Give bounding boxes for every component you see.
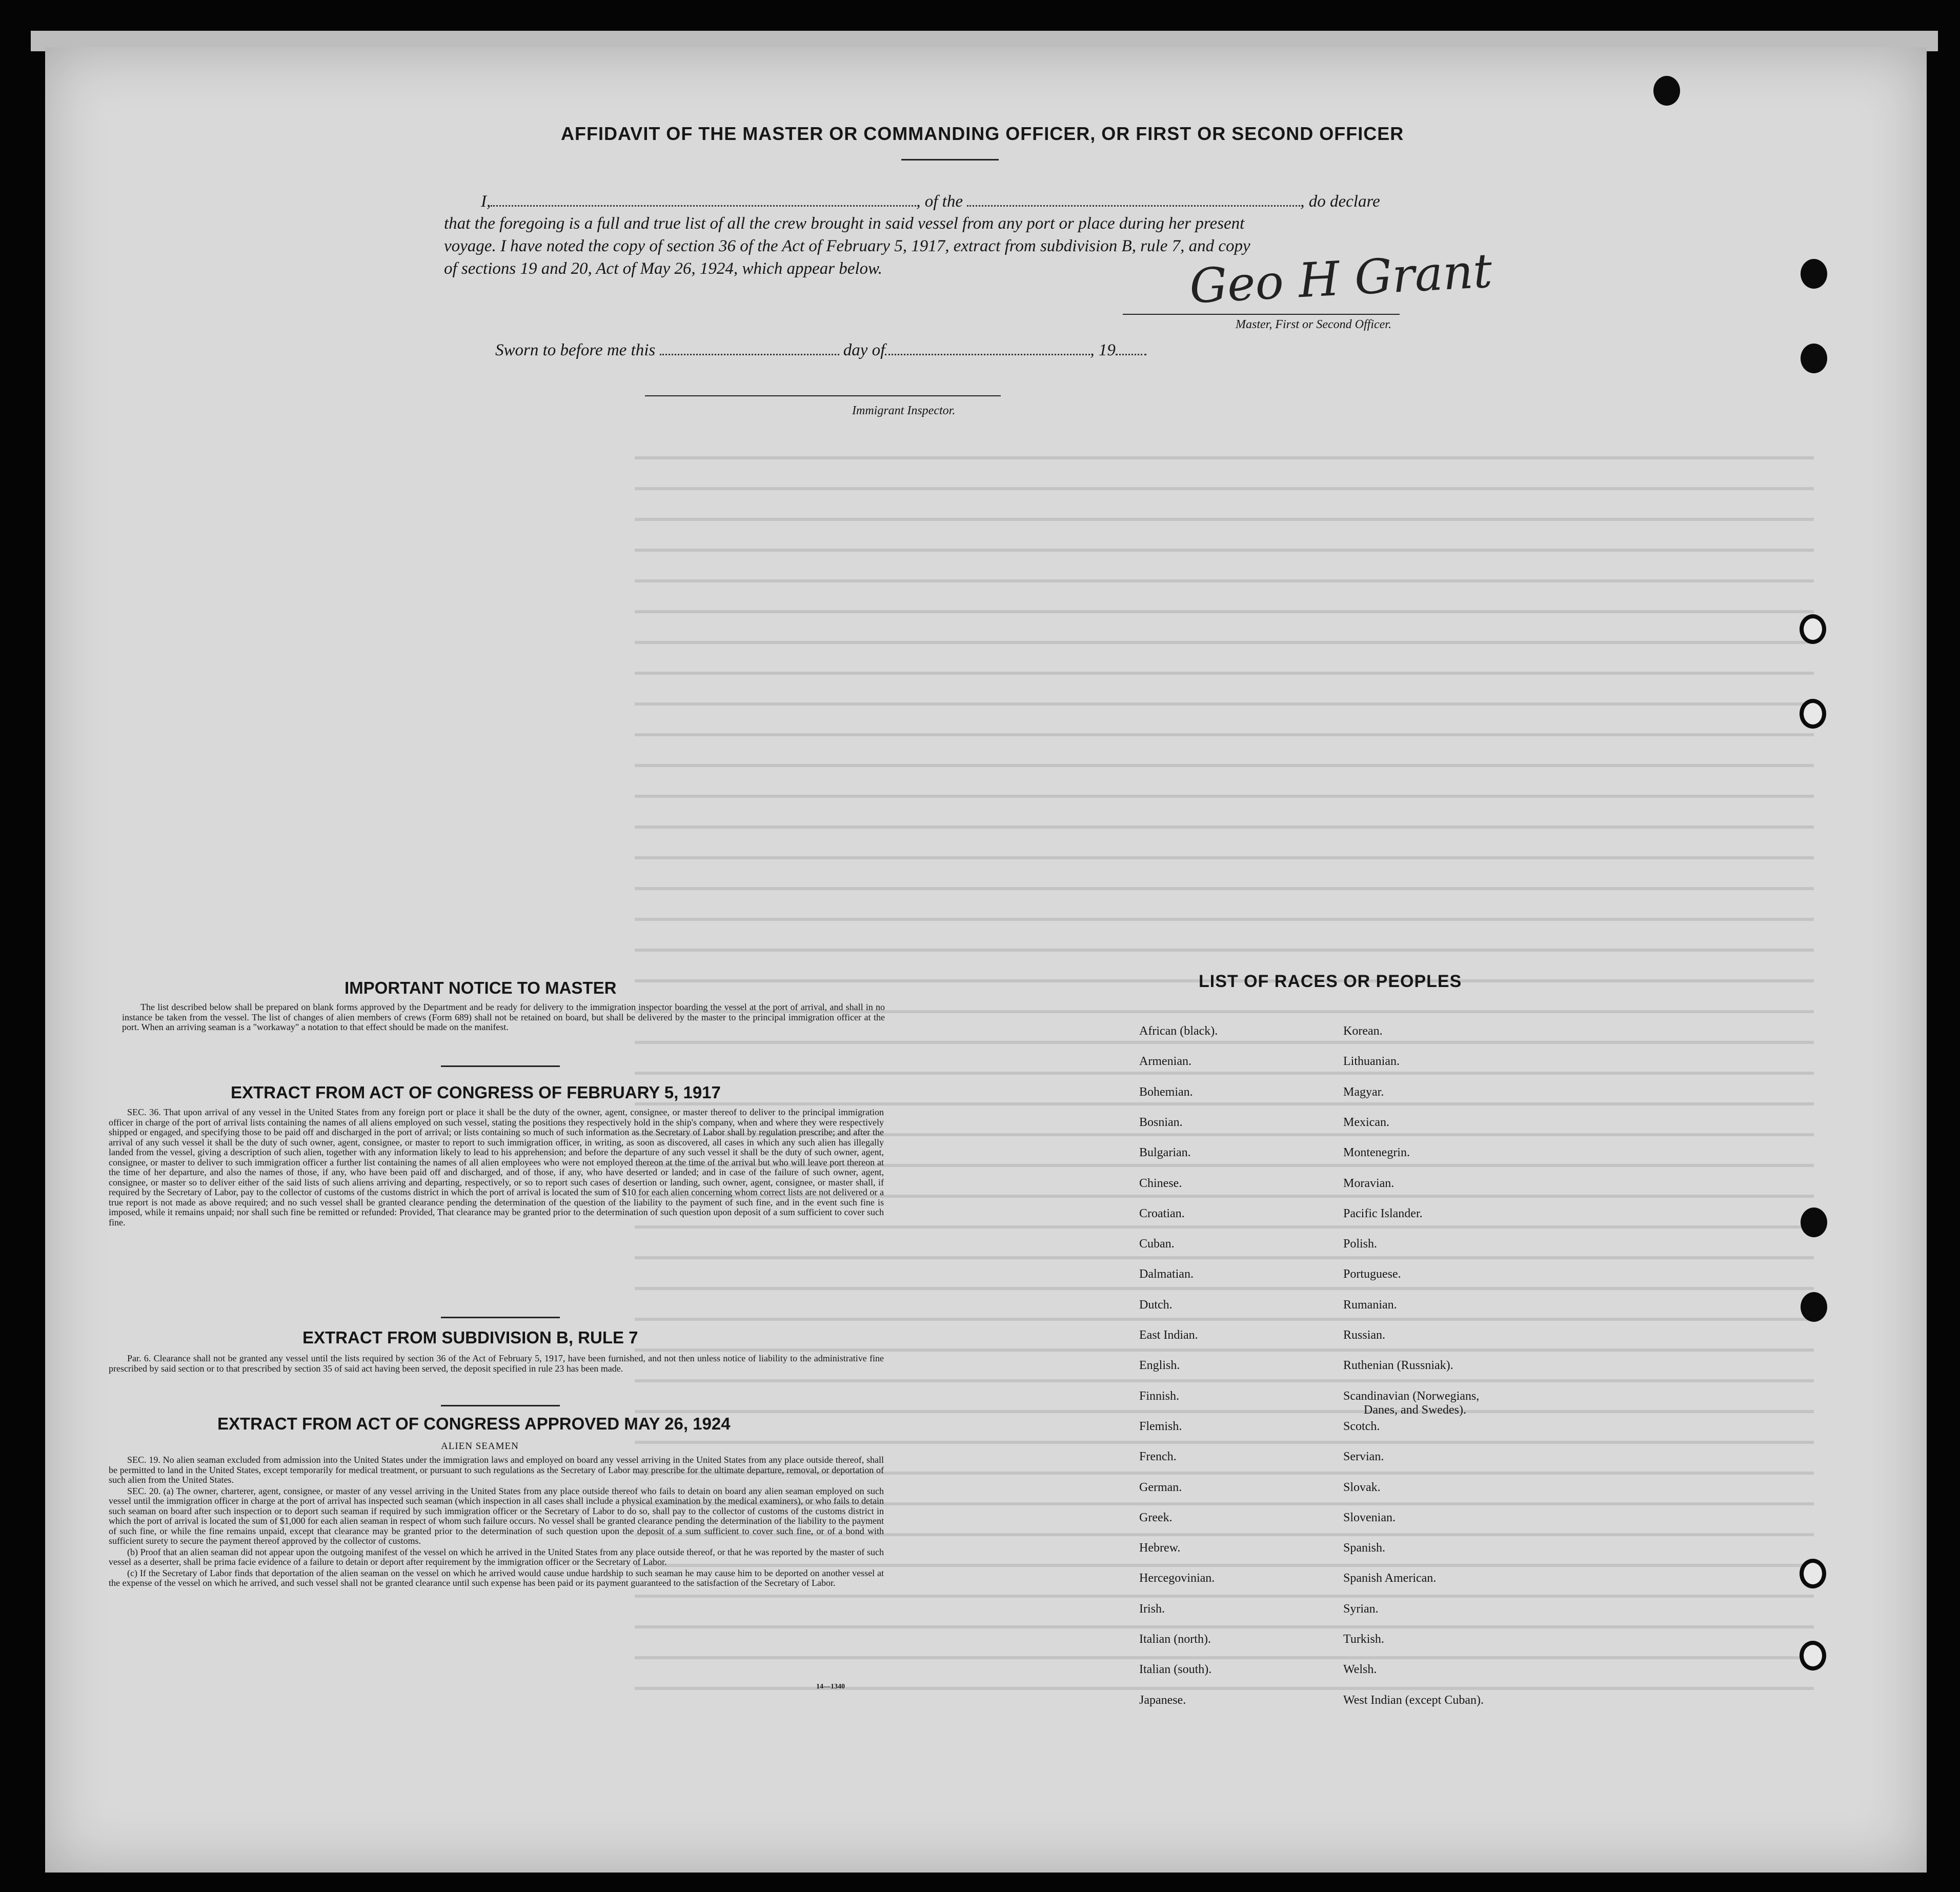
punch-hole-icon xyxy=(1800,1641,1826,1670)
races-title: LIST OF RACES OR PEOPLES xyxy=(1199,972,1462,991)
race-item: Slovenian. xyxy=(1343,1511,1396,1524)
extract-1924-title: EXTRACT FROM ACT OF CONGRESS APPROVED MAY 26, 1924 xyxy=(217,1414,731,1433)
race-item: Hercegovinian. xyxy=(1139,1572,1215,1585)
race-item: Armenian. xyxy=(1139,1055,1191,1069)
section-19-paragraph: SEC. 19. No alien seaman excluded from admission into the United States under the immigration laws and employed on board any vessel arriving in the United States from any place outside thereof, shall be permitted to land in the United States, except temporarily for medical treatment, or pursuant to such regulations as the Secretary of Labor may prescribe for the ultimate departure, removal, or deportation of such alien from the United States. xyxy=(109,1455,884,1485)
race-item: Syrian. xyxy=(1343,1602,1379,1616)
extract-1917-title: EXTRACT FROM ACT OF CONGRESS OF FEBRUARY 5, 1917 xyxy=(231,1083,721,1102)
race-item: Russian. xyxy=(1343,1329,1386,1342)
race-item: Turkish. xyxy=(1343,1633,1384,1646)
affidavit-line-2: that the foregoing is a full and true list of all the crew brought in said vessel from any port or place during her present xyxy=(444,214,1245,233)
race-item: Hebrew. xyxy=(1139,1541,1181,1555)
notice-paragraph: The list described below shall be prepared on blank forms approved by the Department and be ready for delivery to the immigration inspector boarding the vessel at the port of arrival, and shall in no instance be taken from the vessel. The list of changes of alien members of crews (Form 689) shall not be retained on board, but shall be delivered by the master to the principal immigration officer at the port. When an arriving seaman is a "workaway" a notation to that effect should be made on the manifest. xyxy=(122,1002,885,1032)
affidavit-line-4: of sections 19 and 20, Act of May 26, 1924, which appear below. xyxy=(444,259,882,278)
race-item: Chinese. xyxy=(1139,1176,1182,1190)
punch-hole-icon xyxy=(1801,259,1827,289)
extract-rule7-title: EXTRACT FROM SUBDIVISION B, RULE 7 xyxy=(302,1328,638,1347)
vessel-blank[interactable] xyxy=(967,192,1300,207)
race-item: Ruthenian (Russniak). xyxy=(1343,1359,1453,1373)
race-item: Korean. xyxy=(1343,1024,1383,1038)
punch-hole-icon xyxy=(1800,699,1826,729)
punch-hole-icon xyxy=(1800,614,1826,644)
notice-body xyxy=(122,1002,885,1034)
extract-1917-body xyxy=(109,1108,884,1229)
sworn-day-blank[interactable] xyxy=(660,340,839,355)
race-item: Irish. xyxy=(1139,1602,1165,1616)
race-item: Portuguese. xyxy=(1343,1267,1401,1281)
race-item: Slovak. xyxy=(1343,1480,1381,1494)
inspector-line xyxy=(645,395,1001,396)
alien-seamen-subtitle: ALIEN SEAMEN xyxy=(441,1441,519,1452)
sworn-label: Sworn to before me this xyxy=(495,341,656,359)
race-item: Lithuanian. xyxy=(1343,1055,1400,1069)
name-blank[interactable] xyxy=(491,192,916,207)
race-item: French. xyxy=(1139,1450,1177,1464)
do-declare-label: , do declare xyxy=(1300,192,1380,211)
section-36-paragraph: SEC. 36. That upon arrival of any vessel in the United States from any foreign port or place it shall be the duty of the owner, agent, consignee, or master thereof to deliver to the principal immigration officer in charge of the port of arrival lists containing the names of all aliens employed on such vessel, stating the positions they respectively hold in the ship's company, when and where they were respectively shipped or engaged, and specifying those to be paid off and discharged in the port of arrival; or lists containing so much of such information as the Secretary of Labor shall by regulation prescribe; and after the arrival of any such vessel it shall be the duty of such owner, agent, consignee, or master to report to such immigration officer, in writing, as soon as discovered, all cases in which any such alien has illegally landed from the vessel, giving a description of such alien, together with any information likely to lead to his apprehension; and before the departure of any such vessel it shall be the duty of such owner, agent, consignee, or master to deliver to such immigration officer a further list containing the names of all alien employees who were not employed thereon at the time of the arrival but who will leave port thereon at the time of her departure, and also the names of those, if any, who have been paid off and discharged, and of those, if any, who have deserted or landed; and in case of the failure of such owner, agent, consignee, or master so to deliver either of the said lists of such aliens arriving and departing, respectively, or so to report such cases of desertion or landing, such owner, agent, consignee, or master shall, if required by the Secretary of Labor, pay to the collector of customs of the customs district in which the port of arrival is located the sum of $10 for each alien concerning whom correct lists are not delivered or a true report is not made as above required; and no such vessel shall be granted clearance pending the determination of the question of the liability to the payment of such fine, and in the event such fine is imposed, while it remains unpaid; nor shall such fine be remitted or refunded: Provided, That clearance may be granted prior to the determination of such question upon deposit of a sum sufficient to cover such fine. xyxy=(109,1107,884,1227)
race-item: Polish. xyxy=(1343,1237,1378,1251)
affidavit-line-3: voyage. I have noted the copy of section 36 of the Act of February 5, 1917, extract from subdivision B, rule 7, and copy xyxy=(444,237,1250,255)
race-item: German. xyxy=(1139,1480,1182,1494)
inspector-label: Immigrant Inspector. xyxy=(852,404,956,417)
race-item: Bulgarian. xyxy=(1139,1146,1191,1160)
of-the-label: , of the xyxy=(916,192,963,211)
section-divider xyxy=(441,1405,560,1406)
race-item: Finnish. xyxy=(1139,1389,1180,1403)
race-item: Rumanian. xyxy=(1343,1298,1397,1312)
affidavit-title: AFFIDAVIT OF THE MASTER OR COMMANDING OFFICER, OR FIRST OR SECOND OFFICER xyxy=(561,123,1404,144)
race-item: Moravian. xyxy=(1343,1176,1395,1190)
i-label: I, xyxy=(481,192,491,211)
notice-title: IMPORTANT NOTICE TO MASTER xyxy=(345,978,617,997)
section-20c-paragraph: (c) If the Secretary of Labor finds that deportation of the alien seaman on the vessel on which he arrived would cause undue hardship to such seaman he may cause him to be deported on another vessel at the expense of the vessel on which he arrived, and such vessel shall not be granted clearance until such expense has been paid or its payment guaranteed to the satisfaction of the Secretary of Labor. xyxy=(109,1567,884,1588)
punch-hole-icon xyxy=(1800,1559,1826,1588)
race-item: Bohemian. xyxy=(1139,1085,1193,1099)
section-divider xyxy=(441,1065,560,1067)
manifest-page xyxy=(45,47,1927,1873)
master-signature: Geo H Grant xyxy=(1188,243,1493,314)
race-item: Croatian. xyxy=(1139,1206,1185,1220)
race-item: Scotch. xyxy=(1343,1419,1380,1433)
race-item: Greek. xyxy=(1139,1511,1173,1524)
sworn-line xyxy=(495,340,1146,360)
year-label: , 19 xyxy=(1090,341,1116,359)
sworn-year-blank[interactable] xyxy=(1116,340,1146,355)
race-item: Danes, and Swedes). xyxy=(1364,1403,1466,1417)
race-item: East Indian. xyxy=(1139,1329,1198,1342)
race-item: Spanish. xyxy=(1343,1541,1386,1555)
race-item: Mexican. xyxy=(1343,1115,1389,1129)
race-item: Cuban. xyxy=(1139,1237,1175,1251)
sworn-month-blank[interactable] xyxy=(885,340,1090,355)
punch-hole-icon xyxy=(1801,1207,1827,1237)
race-item: Pacific Islander. xyxy=(1343,1206,1423,1220)
section-divider xyxy=(441,1317,560,1318)
race-item: Magyar. xyxy=(1343,1085,1384,1099)
extract-1924-body xyxy=(109,1455,884,1589)
race-item: Bosnian. xyxy=(1139,1115,1183,1129)
race-item: English. xyxy=(1139,1359,1180,1373)
race-item: Dalmatian. xyxy=(1139,1267,1194,1281)
race-item: Italian (south). xyxy=(1139,1663,1212,1677)
race-item: West Indian (except Cuban). xyxy=(1343,1693,1484,1707)
punch-hole-icon xyxy=(1801,1292,1827,1322)
title-divider xyxy=(901,159,999,160)
form-number: 14—1340 xyxy=(816,1683,845,1690)
master-label: Master, First or Second Officer. xyxy=(1236,318,1391,331)
race-item: Flemish. xyxy=(1139,1419,1182,1433)
punch-hole-icon xyxy=(1801,344,1827,373)
section-20b-paragraph: (b) Proof that an alien seaman did not appear upon the outgoing manifest of the vessel on which he arrived in the United States from any place outside thereof, or that he was reported by the master of such vessel as a deserter, shall be prima facie evidence of a failure to detain or deport after requirement by the immigration officer or the Secretary of Labor. xyxy=(109,1546,884,1567)
race-item: Montenegrin. xyxy=(1343,1146,1410,1160)
signature-line xyxy=(1123,314,1400,315)
punch-hole-icon xyxy=(1653,76,1680,106)
race-item: Welsh. xyxy=(1343,1663,1377,1677)
race-item: Dutch. xyxy=(1139,1298,1173,1312)
race-item: African (black). xyxy=(1139,1024,1218,1038)
day-of-label: day of xyxy=(843,341,885,359)
race-item: Italian (north). xyxy=(1139,1633,1211,1646)
race-item: Servian. xyxy=(1343,1450,1384,1464)
race-item: Scandinavian (Norwegians, xyxy=(1343,1389,1480,1403)
section-20a-paragraph: SEC. 20. (a) The owner, charterer, agent, consignee, or master of any vessel arriving in the United States from any place outside thereof who fails to detain on board any alien seaman employed on such vessel until the immigration officer in charge at the port of arrival has inspected such seaman (which inspection in all cases shall include a physical examination by the medical examiners), or who fails to detain such seaman on board after such inspection or to deport such seaman if required by such immigration officer or the Secretary of Labor to do so, shall pay to the collector of customs of the customs district in which the port of arrival is located the sum of $1,000 for each alien seaman in respect of whom such failure occurs. No vessel shall be granted clearance pending the determination of the liability to the payment of such fine, or while the fine remains unpaid, except that clearance may be granted prior to the determination of such question upon the deposit of a sum sufficient to cover such fine, or of a bond with sufficient surety to secure the payment thereof approved by the collector of customs. xyxy=(109,1485,884,1546)
extract-rule7-body xyxy=(109,1354,884,1375)
race-item: Japanese. xyxy=(1139,1693,1186,1707)
affidavit-line-1 xyxy=(481,192,1380,211)
race-item: Spanish American. xyxy=(1343,1572,1437,1585)
rule-7-paragraph: Par. 6. Clearance shall not be granted any vessel until the lists required by section 36 of the Act of February 5, 1917, have been furnished, and not then unless notice of liability to the administrative fine prescribed by said section or to that prescribed by section 35 of said act having been served, the deposit specified in rule 23 has been made. xyxy=(109,1353,884,1374)
